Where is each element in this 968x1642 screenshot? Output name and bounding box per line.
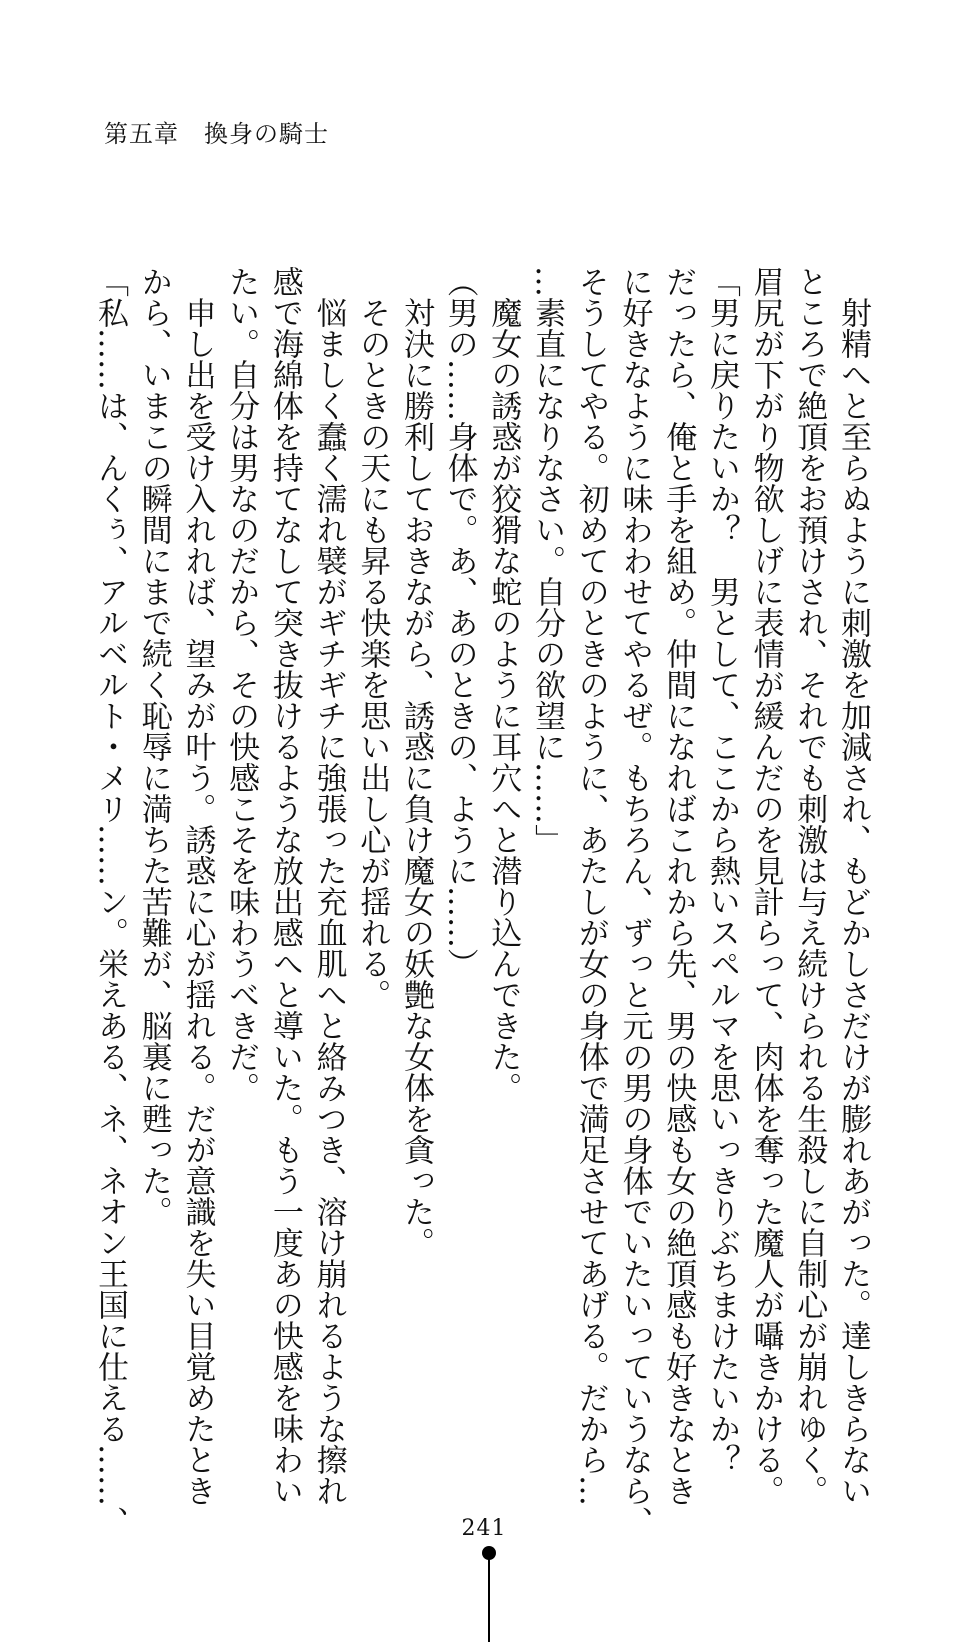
text-line: から、いまこの瞬間にまで続く恥辱に満ちた苦難が、脳裏に甦った。 — [135, 266, 172, 1227]
text-line: そうしてやる。初めてのときのように、あたしが女の身体で満足させてあげる。だから… — [572, 266, 609, 1506]
text-line: 「男に戻りたいか？ 男として、ここから熱いスペルマを思いっきりぶちまけたいか？ — [703, 266, 740, 1475]
text-line: 眉尻が下がり物欲しげに表情が緩んだのを見計らって、肉体を奪った魔人が囁きかける。 — [747, 266, 784, 1506]
text-line: 魔女の誘惑が狡猾な蛇のように耳穴へと潜り込んできた。 — [485, 266, 522, 1103]
text-line: 「私……は、んくぅ、アルベルト・メリ……ン。栄えある、ネ、ネオン王国に仕える……、 — [92, 266, 129, 1537]
text-line: たい。自分は男なのだから、その快感こそを味わうべきだ。 — [223, 266, 260, 1103]
text-line: だったら、俺と手を組め。仲間になればこれから先、男の快感も女の絶頂感も好きなとき — [660, 266, 697, 1506]
text-line: 悩ましく蠢く濡れ襞がギチギチに強張った充血肌へと絡みつき、溶け崩れるような擦れ — [310, 266, 347, 1506]
text-line: 感で海綿体を持てなして突き抜けるような放出感へと導いた。もう一度あの快感を味わい — [266, 266, 303, 1506]
text-line: そのときの天にも昇る快楽を思い出し心が揺れる。 — [354, 266, 391, 1010]
text-line: ところで絶頂をお預けされ、それでも刺激は与え続けられる生殺しに自制心が崩れゆく。 — [791, 266, 828, 1506]
text-line: （男の……身体で。あ、あのときの、ように……） — [441, 266, 478, 979]
text-line: 対決に勝利しておきながら、誘惑に負け魔女の妖艶な女体を貪った。 — [397, 266, 434, 1258]
page-number: 241 — [461, 1516, 507, 1541]
text-line: …素直になりなさい。自分の欲望に……」 — [529, 266, 566, 855]
page-thumb-line — [488, 1558, 490, 1642]
text-line: 申し出を受け入れれば、望みが叶う。誘惑に心が揺れる。だが意識を失い目覚めたとき — [179, 266, 216, 1506]
chapter-title: 第五章 換身の騎士 — [104, 120, 329, 148]
text-line: 射精へと至らぬように刺激を加減され、もどかしさだけが膨れあがった。達しきらない — [835, 266, 871, 1506]
text-line: に好きなように味わわせてやるぜ。もちろん、ずっと元の男の身体でいたいっていうなら、 — [616, 266, 653, 1537]
